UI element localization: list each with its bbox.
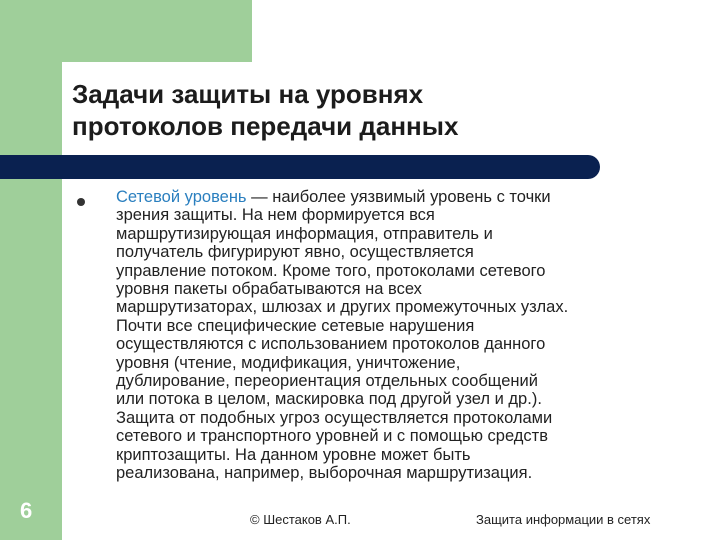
bullet-line-10: уровня (чтение, модификация, уничтожение,	[116, 353, 461, 372]
bullet-line-6: уровня пакеты обрабатываются на всех	[116, 280, 422, 299]
bullet-line-9: осуществляются с использованием протоколов данного	[116, 335, 546, 354]
title-line-2: протоколов передачи данных	[72, 111, 459, 141]
bullet-line-11: дублирование, переориентация отдельных сообщений	[116, 372, 538, 391]
bullet-line-12: или потока в целом, маскировка под другой узел и др.).	[116, 390, 542, 409]
footer-course-title: Защита информации в сетях	[476, 512, 651, 527]
top-green-block	[62, 0, 252, 62]
bullet-highlight: Сетевой уровень	[116, 188, 247, 206]
bullet-line-1-rest: — наиболее уязвимый уровень с точки	[246, 188, 551, 206]
bullet-line-13: Защита от подобных угроз осуществляется протоколами	[116, 408, 553, 427]
bullet-line-4: получатель фигурируют явно, осуществляется	[116, 243, 474, 262]
bullet-dot-icon	[77, 198, 85, 206]
slide-title	[72, 78, 692, 142]
bullet-line-16: реализована, например, выборочная маршрутизация.	[116, 464, 533, 483]
bullet-line-2: зрения защиты. На нем формируется вся	[116, 206, 435, 225]
bullet-line-14: сетевого и транспортного уровней и с помощью средств	[116, 427, 548, 446]
bullet-line-5: управление потоком. Кроме того, протоколами сетевого	[116, 261, 546, 280]
bullet-line-7: маршрутизаторах, шлюзах и других промежуточных узлах.	[116, 298, 569, 317]
bullet-line-1	[116, 188, 696, 206]
bullet-text	[116, 188, 696, 483]
title-line-1: Задачи защиты на уровнях	[72, 79, 424, 109]
page-number: 6	[20, 498, 33, 523]
bullet-line-3: маршрутизирующая информация, отправитель и	[116, 224, 493, 243]
bullet-line-15: криптозащиты. На данном уровне может быть	[116, 445, 471, 464]
left-green-strip	[0, 0, 62, 540]
footer-author: © Шестаков А.П.	[250, 512, 351, 527]
bullet-line-8: Почти все специфические сетевые нарушения	[116, 316, 475, 335]
title-divider-bar	[0, 155, 600, 179]
